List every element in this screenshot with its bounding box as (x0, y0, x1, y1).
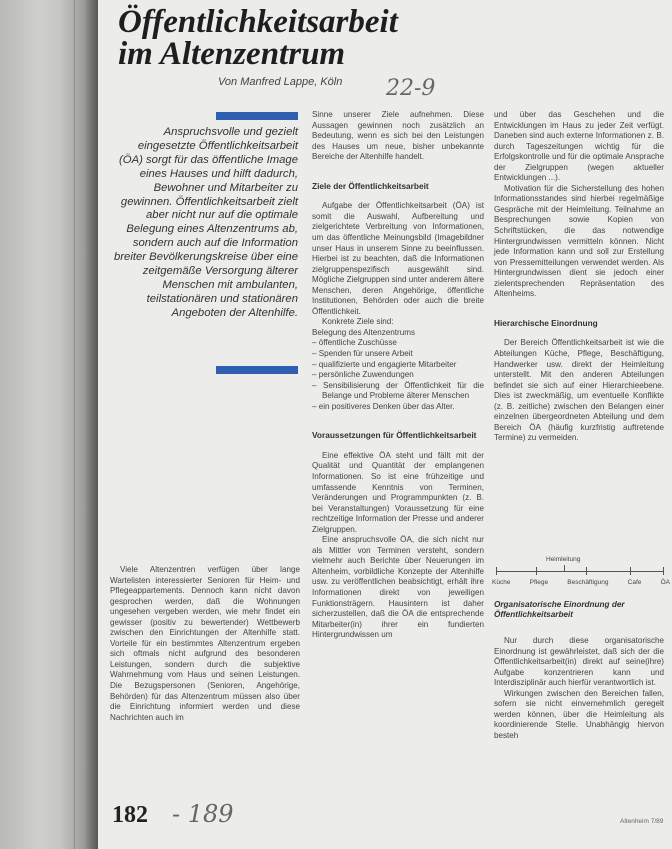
list-item: – qualifizierte und engagierte Mitarbeiter (312, 359, 457, 369)
diagram-label: Pflege (529, 579, 549, 586)
diagram-tick (586, 567, 587, 575)
diagram-tick (496, 567, 497, 575)
goals-list (312, 328, 484, 412)
col3-p3: Der Bereich Öffentlichkeitsarbeit ist wie die Abteilungen Küche, Pflege, Beschäftigung, Handwerker usw. direkt der Heimleitung unterstellt. Mit den anderen Abteilungen befindet sie sich auf einer Hierarchieebene. Dies ist zweckmäßig, um eventuelle Konflikte (z. B. zeitliche) zwischen den Belangen einer einzelnen übergeordneten Abteilung und dem Bereich ÖA (häufig kurzfristig auftretende Termine) zu vermeiden. (494, 338, 664, 443)
column-1 (110, 565, 300, 723)
col2-p2: Konkrete Ziele sind: (322, 317, 394, 327)
article-title (118, 6, 498, 70)
col3-p5: Wirkungen zwischen den Bereichen fallen, sofern sie nicht einvernehmlich geregelt werden können, über die Heimleitung als koordinierende Stelle. Unabhängig hiervon besteh (494, 688, 664, 740)
diagram-label: ÖA (660, 579, 670, 586)
col2-p3: Eine effektive ÖA steht und fällt mit der Qualität und Quantität der emplangenen Informationen. So ist eine frühzeitige und umfassende Kenntnis von Terminen, Veränderungen und Programmpunkten (z. B. bei Veranstaltungen) Voraussetzung für eine rechtzeitige Information der Presse und anderer Zielgruppen. (312, 450, 484, 534)
diagram-top-label: Heimleitung (546, 556, 581, 563)
column-3 (494, 110, 664, 444)
col1-body: Viele Altenzentren verfügen über lange Wartelisten interessierter Senioren für Heim- und Pflegeappartements. Dennoch kann nicht davon gesprochen werden, daß die Wohnungen ungesehen vergeben werden, wie mehr findet ein gewisser (positiv zu bewertender) Wettbewerb zwischen den Einrichtungen der Altenhilfe statt. Vorteile für ein bestimmtes Altenzentrum ergeben sich oftmals nicht aufgrund des besonderen Leistungen, sondern durch die subjektive Wahrnehmung vom Haus und seinen Leistungen. Die Bezugspersonen (Senioren, Angehörige, Behörden) für das Altenzentrum müssen also über die Einrichtung informiert werden und diese Nachrichten auch im (110, 565, 300, 722)
heading-hierarchie: Hierarchische Einordnung (494, 317, 598, 328)
lead-paragraph: Anspruchsvolle und gezielt eingesetzte Öffentlichkeitsarbeit (ÖA) sorgt für das öffentliche Image eines Hauses und hilft dadurch, Bewohner und Mitarbeiter zu gewinnen. Öffentlichkeitsarbeit zielt aber nicht nur auf die optimale Belegung eines Altenzentrums ab, sondern auch auf die Information breiter Bevölkerungskreise über eine zeitgemäße Versorgung älterer Menschen mit ambulanten, teilstationären und stationären Angeboten der Altenhilfe. (114, 126, 298, 319)
col3-p2: Motivation für die Sicherstellung des hohen Informationsstandes sind hierbei regelmäßige Gespräche mit der Heimleitung. Teilnahme an Besprechungen sowie Kopien von Schriftstücken, die das notwendige Hintergrundwissen vermitteln können. Nicht jede Information kann und soll zur Erstellung von Pressemitteilungen verwendet werden. Als Hintergrundwissen dient sie jedoch einer zielentsprechenden Repräsentation des Altenheims. (494, 183, 664, 299)
diagram-tick (536, 567, 537, 575)
col2-p4: Eine anspruchsvolle ÖA, die sich nicht nur als Mittler von Terminen versteht, sondern vielmehr auch Berichte über Neuerungen im Altenheim, vorbildliche Konzepte der Altenhilfe usw. zu veröffentlichen beabsichtigt, erhält ihre Informationen direkt von jeweiligen Funktionsträgern. Hausintern ist daher sicherzustellen, daß die ÖA die entsprechende Mitarbeiter(in) ihrer ein fundierten Hintergrundwissen um (312, 535, 484, 640)
col3-p4: Nur durch diese organisatorische Einordnung ist gewährleistet, daß sich der die Öffentlichkeitsarbeit(in) direkt auf seine(ihre) Aufgabe konzentrieren kann und Interdisziplinär auch hierfür verantwortlich ist. (494, 636, 664, 688)
diagram-label: Küche (492, 579, 511, 586)
column-2 (312, 110, 484, 641)
list-item: – Spenden für unsere Arbeit (312, 348, 413, 358)
diagram-tick (630, 567, 631, 575)
col3-p1: und über das Geschehen und die Entwicklungen im Haus zu jeder Zeit verfügt. Daneben sind auch externe Informationen z. B. durch Tageszeitungen wichtig für die Erfolgskontrolle und für die optimale Ansprache der Zielgruppen (wegen aktueller Entwicklungen ...). (494, 110, 664, 183)
book-spine (0, 0, 98, 849)
handwritten-page-number: - 189 (172, 800, 234, 828)
diagram-label: Cafe (627, 579, 642, 586)
diagram-line (496, 571, 664, 572)
col2-p1: Aufgabe der Öffentlichkeitsarbeit (ÖA) ist somit die Auswahl, Aufbereitung und zielgerichtete Verbreitung von Informationen, um das öffentliche Meinungsbild (Imagebildner unser Haus in unserem Sinne zu beeinflussen. Hierbei ist zu beachten, daß die Informationen zielgruppenspezifisch ausgewählt sind. Mögliche Zielgruppen sind unter anderem ältere Menschen, deren Angehörige, öffentliche Institutionen, Behörden oder auch die breite Öffentlichkeit. (312, 201, 484, 316)
blue-bar-bottom (216, 366, 298, 374)
page-number: 182 (112, 802, 148, 828)
list-item: – öffentliche Zuschüsse (312, 338, 397, 348)
column-3-continued (494, 636, 664, 741)
diagram-labels (492, 579, 670, 586)
heading-voraussetzungen: Voraussetzungen für Öffentlichkeitsarbeit (312, 430, 477, 441)
diagram-tick (663, 567, 664, 575)
org-diagram (490, 556, 670, 596)
title-line-1: Öffentlichkeitsarbeit (118, 4, 398, 40)
handwritten-note: 22-9 (386, 76, 436, 101)
author-line: Von Manfred Lappe, Köln (218, 76, 343, 88)
blue-bar-top (216, 112, 298, 120)
list-item: Belegung des Altenzentrums (312, 327, 416, 337)
diagram-label: Beschäftigung (567, 579, 609, 586)
list-item: – ein positiveres Denken über das Alter. (312, 401, 455, 411)
list-item: – Sensibilisierung der Öffentlichkeit für die Belange und Probleme älterer Menschen (312, 380, 484, 401)
list-item: – persönliche Zuwendungen (312, 370, 414, 380)
title-line-2: im Altenzentrum (118, 36, 346, 72)
col2-intro: Sinne unserer Ziele aufnehmen. Diese Aussagen gewinnen noch zusätzlich an Bedeutung, wenn es sich bei den Leistungen des Hauses um neue, bisher unbekannte Bereiche der Altenhilfe handelt. (312, 110, 484, 162)
footer-text: Altenheim 7/89 (620, 818, 664, 825)
heading-ziele: Ziele der Öffentlichkeitsarbeit (312, 180, 429, 191)
diagram-caption: Organisatorische Einordnung der Öffentlichkeitsarbeit (494, 600, 625, 620)
